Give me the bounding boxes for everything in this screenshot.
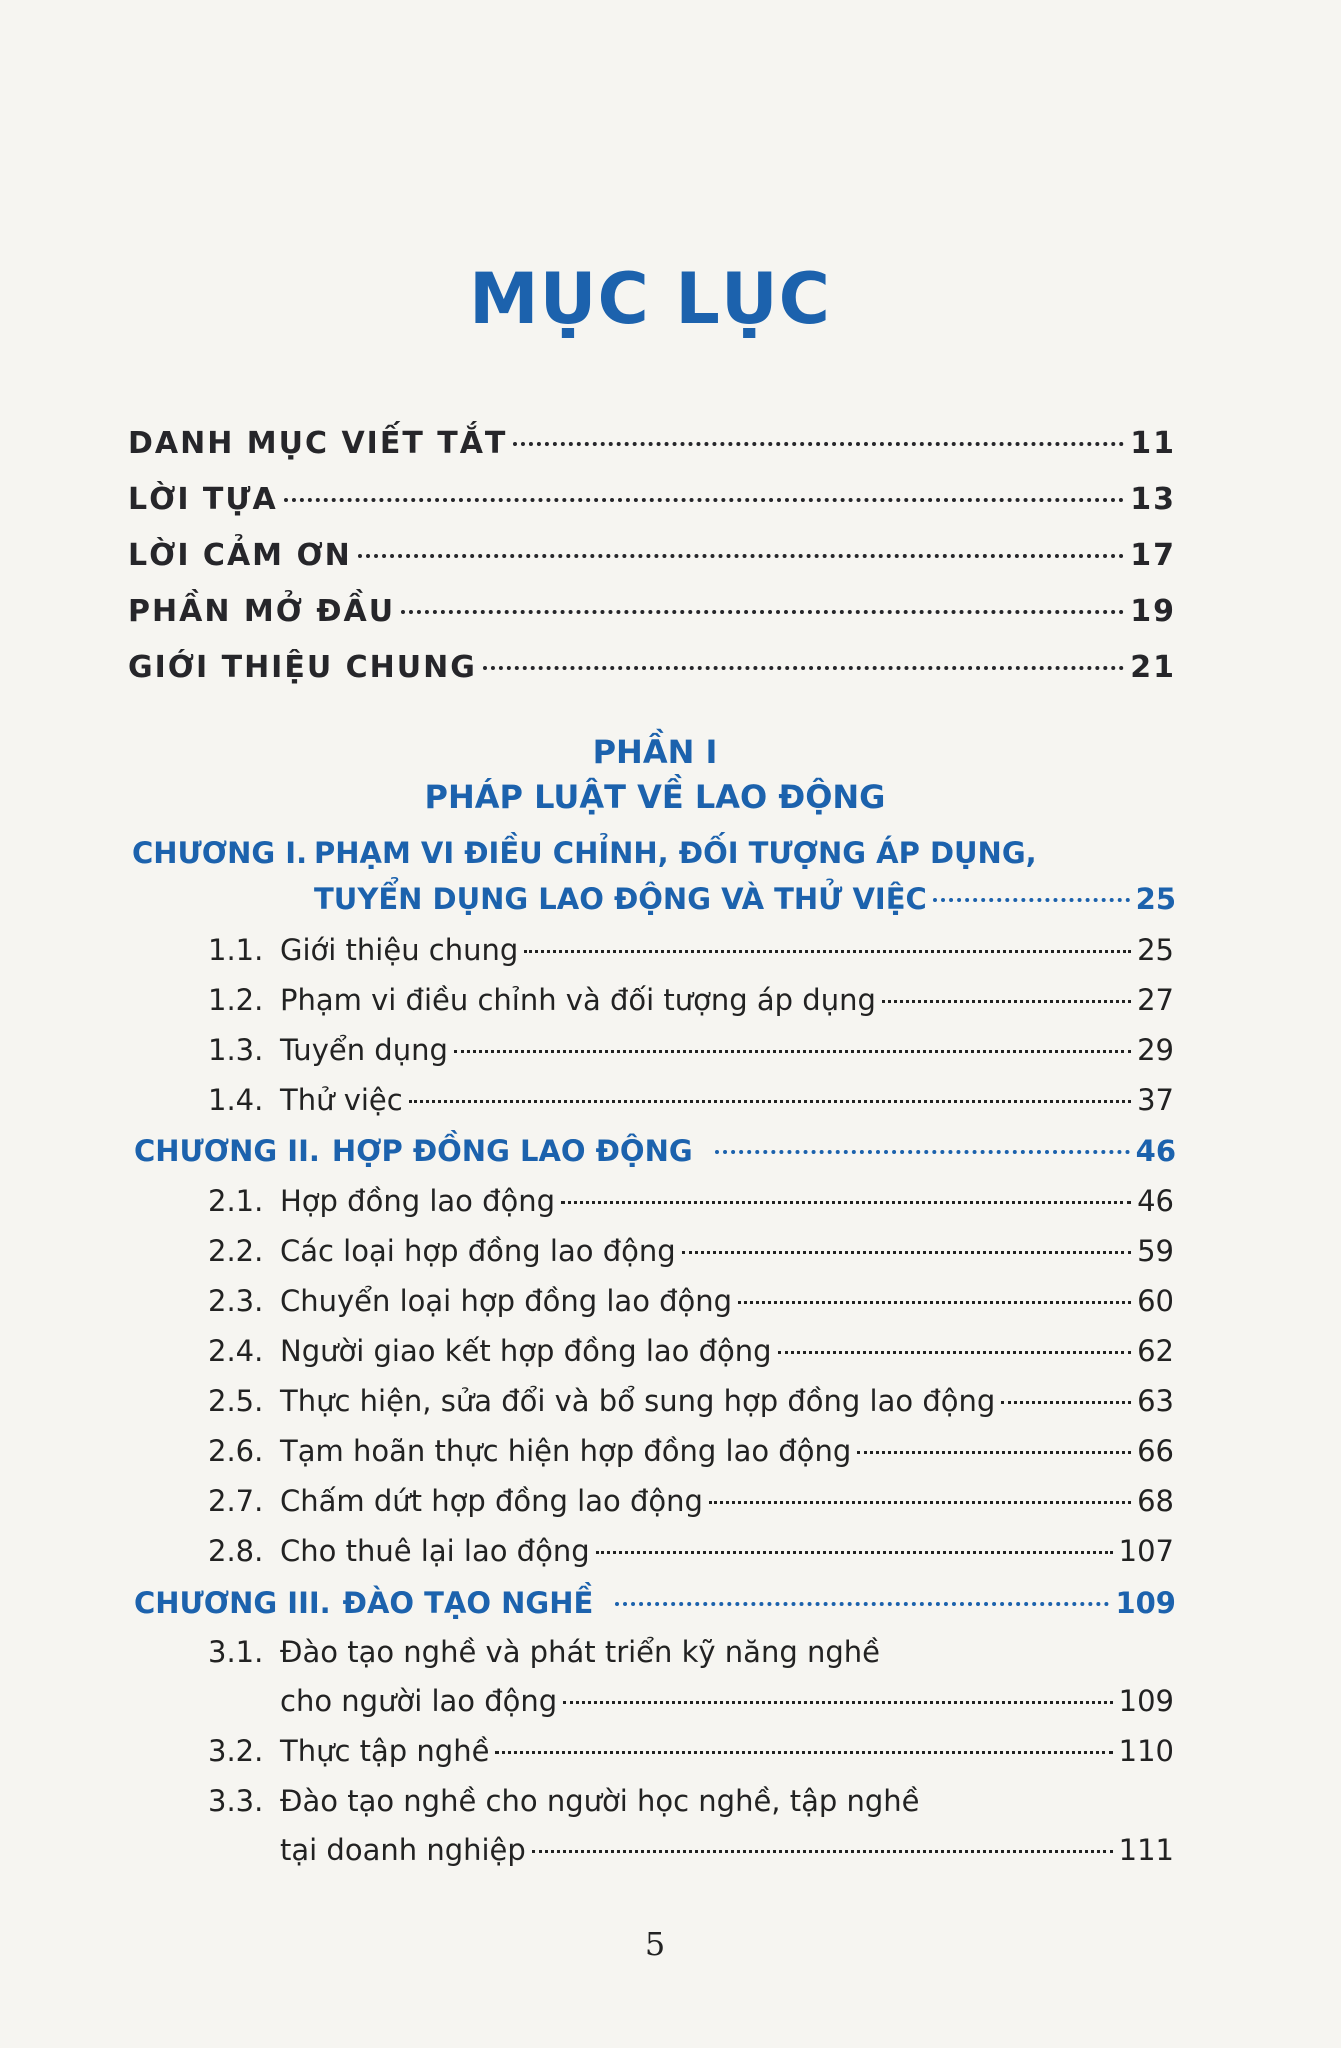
section-2-5[interactable] <box>208 1384 1174 1418</box>
toc-entry-abbreviations[interactable] <box>128 426 1176 461</box>
dot-leader <box>933 898 1130 902</box>
page-title: MỤC LỤC <box>468 258 832 340</box>
dot-leader <box>857 1451 1131 1454</box>
section-number: 1.1. <box>208 933 264 967</box>
chapter-label: CHƯƠNG II. <box>134 1134 320 1168</box>
entry-label: GIỚI THIỆU CHUNG <box>128 650 477 685</box>
chapter-title-line1: PHẠM VI ĐIỀU CHỈNH, ĐỐI TƯỢNG ÁP DỤNG, <box>314 836 1037 870</box>
chapter-3-entry[interactable] <box>134 1586 1176 1620</box>
section-title: Phạm vi điều chỉnh và đối tượng áp dụng <box>280 983 876 1017</box>
section-page: 27 <box>1137 983 1174 1017</box>
section-page: 66 <box>1137 1434 1174 1468</box>
part-label: PHẦN I <box>592 733 718 771</box>
section-title-line1: Đào tạo nghề và phát triển kỹ năng nghề <box>280 1635 880 1669</box>
chapter-title: ĐÀO TẠO NGHỀ <box>342 1586 594 1620</box>
dot-leader <box>563 1701 1112 1704</box>
section-3-3[interactable] <box>280 1833 1174 1867</box>
chapter-1-heading[interactable] <box>132 836 1037 870</box>
section-page: 68 <box>1137 1484 1174 1518</box>
section-page: 37 <box>1137 1083 1174 1117</box>
entry-page: 11 <box>1130 426 1176 461</box>
section-number: 2.7. <box>208 1484 264 1518</box>
dot-leader <box>483 666 1124 670</box>
entry-label: PHẦN MỞ ĐẦU <box>128 594 396 629</box>
chapter-page: 46 <box>1135 1134 1176 1168</box>
section-title-line2: cho người lao động <box>280 1684 558 1718</box>
section-1-3[interactable] <box>208 1033 1174 1067</box>
entry-page: 21 <box>1130 650 1176 685</box>
section-title: Thực tập nghề <box>280 1734 490 1768</box>
section-3-3-heading[interactable] <box>208 1784 920 1818</box>
section-2-2[interactable] <box>208 1234 1174 1268</box>
dot-leader <box>778 1351 1132 1354</box>
section-title: Tuyển dụng <box>280 1033 448 1067</box>
section-2-6[interactable] <box>208 1434 1174 1468</box>
section-1-4[interactable] <box>208 1083 1174 1117</box>
section-title-line2: tại doanh nghiệp <box>280 1833 526 1867</box>
section-title-line1: Đào tạo nghề cho người học nghề, tập nghề <box>280 1784 920 1818</box>
section-number: 2.5. <box>208 1384 264 1418</box>
chapter-label: CHƯƠNG III. <box>134 1586 331 1620</box>
dot-leader <box>409 1100 1131 1103</box>
dot-leader <box>882 1000 1131 1003</box>
section-number: 2.2. <box>208 1234 264 1268</box>
section-page: 63 <box>1137 1384 1174 1418</box>
section-number: 2.8. <box>208 1534 264 1568</box>
dot-leader <box>524 950 1131 953</box>
dot-leader <box>1001 1401 1131 1404</box>
section-page: 46 <box>1137 1184 1174 1218</box>
entry-page: 19 <box>1130 594 1176 629</box>
dot-leader <box>561 1201 1131 1204</box>
dot-leader <box>358 554 1124 558</box>
dot-leader <box>709 1501 1131 1504</box>
section-title: Chấm dứt hợp đồng lao động <box>280 1484 703 1518</box>
dot-leader <box>532 1850 1113 1853</box>
section-number: 1.4. <box>208 1083 264 1117</box>
toc-entry-general-introduction[interactable] <box>128 650 1176 685</box>
section-2-8[interactable] <box>208 1534 1174 1568</box>
section-title: Người giao kết hợp đồng lao động <box>280 1334 772 1368</box>
section-title: Các loại hợp đồng lao động <box>280 1234 676 1268</box>
section-2-4[interactable] <box>208 1334 1174 1368</box>
section-page: 25 <box>1137 933 1174 967</box>
dot-leader <box>596 1551 1113 1554</box>
dot-leader <box>738 1301 1131 1304</box>
chapter-label: CHƯƠNG I. <box>132 836 308 870</box>
section-page: 59 <box>1137 1234 1174 1268</box>
section-page: 107 <box>1118 1534 1174 1568</box>
dot-leader <box>495 1751 1112 1754</box>
section-number: 1.2. <box>208 983 264 1017</box>
dot-leader <box>284 498 1125 502</box>
section-title: Thực hiện, sửa đổi và bổ sung hợp đồng lao động <box>280 1384 996 1418</box>
entry-label: LỜI TỰA <box>128 482 278 517</box>
entry-page: 17 <box>1130 538 1176 573</box>
section-3-2[interactable] <box>208 1734 1174 1768</box>
section-2-3[interactable] <box>208 1284 1174 1318</box>
chapter-page: 25 <box>1135 882 1176 916</box>
section-title: Thử việc <box>280 1083 403 1117</box>
section-number: 1.3. <box>208 1033 264 1067</box>
entry-page: 13 <box>1130 482 1176 517</box>
dot-leader <box>715 1150 1130 1154</box>
section-number: 2.6. <box>208 1434 264 1468</box>
toc-entry-acknowledgements[interactable] <box>128 538 1176 573</box>
entry-label: LỜI CẢM ƠN <box>128 538 352 573</box>
chapter-page: 109 <box>1115 1586 1176 1620</box>
part-title: PHÁP LUẬT VỀ LAO ĐỘNG <box>424 778 886 816</box>
dot-leader <box>682 1251 1131 1254</box>
section-number: 2.4. <box>208 1334 264 1368</box>
chapter-title: HỢP ĐỒNG LAO ĐỘNG <box>331 1134 693 1168</box>
section-page: 29 <box>1137 1033 1174 1067</box>
section-number: 2.1. <box>208 1184 264 1218</box>
section-title: Giới thiệu chung <box>280 933 519 967</box>
section-page: 62 <box>1137 1334 1174 1368</box>
toc-entry-introduction-part[interactable] <box>128 594 1176 629</box>
section-3-1-heading[interactable] <box>208 1635 880 1669</box>
chapter-1-entry[interactable] <box>314 882 1176 916</box>
chapter-title-line2: TUYỂN DỤNG LAO ĐỘNG VÀ THỬ VIỆC <box>314 882 927 916</box>
dot-leader <box>454 1050 1131 1053</box>
dot-leader <box>615 1602 1109 1606</box>
section-number: 3.3. <box>208 1784 264 1818</box>
section-page: 111 <box>1118 1833 1174 1867</box>
section-page: 60 <box>1137 1284 1174 1318</box>
section-title: Chuyển loại hợp đồng lao động <box>280 1284 733 1318</box>
section-2-1[interactable] <box>208 1184 1174 1218</box>
section-2-7[interactable] <box>208 1484 1174 1518</box>
section-title: Tạm hoãn thực hiện hợp đồng lao động <box>280 1434 852 1468</box>
section-1-2[interactable] <box>208 983 1174 1017</box>
dot-leader <box>401 610 1124 614</box>
toc-entry-foreword[interactable] <box>128 482 1176 517</box>
section-number: 2.3. <box>208 1284 264 1318</box>
section-3-1[interactable] <box>280 1684 1174 1718</box>
chapter-2-entry[interactable] <box>134 1134 1176 1168</box>
section-1-1[interactable] <box>208 933 1174 967</box>
section-page: 109 <box>1118 1684 1174 1718</box>
section-page: 110 <box>1118 1734 1174 1768</box>
section-number: 3.1. <box>208 1635 264 1669</box>
section-number: 3.2. <box>208 1734 264 1768</box>
dot-leader <box>513 442 1124 446</box>
page-number: 5 <box>644 1925 666 1963</box>
section-title: Cho thuê lại lao động <box>280 1534 590 1568</box>
entry-label: DANH MỤC VIẾT TẮT <box>128 426 508 461</box>
section-title: Hợp đồng lao động <box>280 1184 556 1218</box>
